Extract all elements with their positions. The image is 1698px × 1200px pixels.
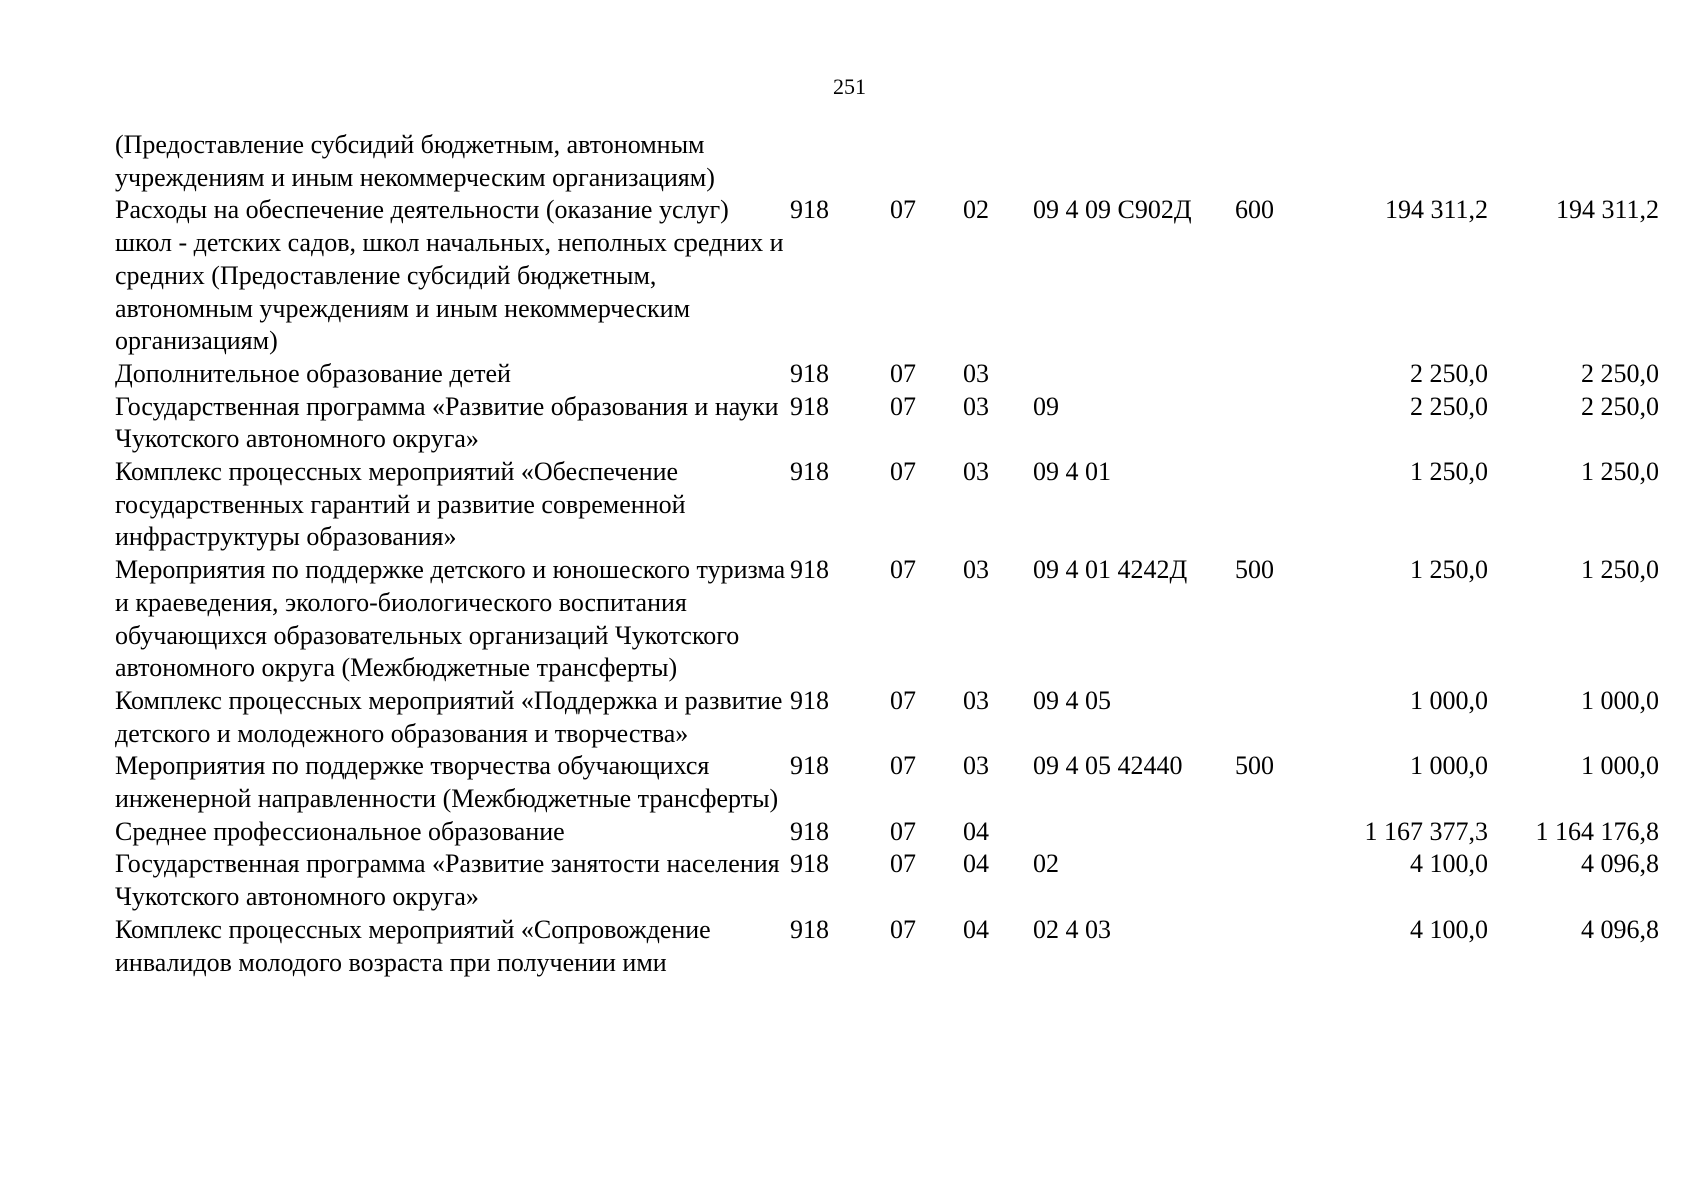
row-rz bbox=[890, 129, 963, 194]
row-sum2: 1 250,0 bbox=[1581, 457, 1659, 487]
row-name: Комплекс процессных мероприятий «Обеспечение государственных гарантий и развитие современной инфраструктуры образования» bbox=[115, 457, 686, 552]
page-number-text: 251 bbox=[833, 74, 866, 99]
row-pr: 03 bbox=[963, 391, 989, 421]
row-name: (Предоставление субсидий бюджетным, автономным учреждениям и иным некоммерческим организациям) bbox=[115, 130, 715, 192]
row-sum2: 1 164 176,8 bbox=[1535, 816, 1659, 846]
row-ved bbox=[790, 129, 890, 194]
row-csr bbox=[1033, 816, 1235, 849]
row-ved: 918 bbox=[790, 685, 829, 715]
row-vr: 500 bbox=[1235, 555, 1274, 585]
row-name: Среднее профессиональное образование bbox=[115, 816, 565, 846]
row-rz: 07 bbox=[890, 914, 916, 944]
row-pr: 03 bbox=[963, 751, 989, 781]
row-sum1: 1 167 377,3 bbox=[1364, 816, 1488, 846]
table-row bbox=[115, 194, 1659, 358]
row-vr bbox=[1235, 816, 1325, 849]
row-vr bbox=[1235, 914, 1325, 979]
row-sum1: 2 250,0 bbox=[1410, 391, 1488, 421]
row-sum1: 1 250,0 bbox=[1410, 457, 1488, 487]
table-row bbox=[115, 391, 1659, 456]
row-sum1 bbox=[1325, 129, 1488, 194]
budget-table bbox=[115, 129, 1659, 979]
row-pr: 04 bbox=[963, 849, 989, 879]
row-vr bbox=[1235, 391, 1325, 456]
row-csr bbox=[1033, 358, 1235, 391]
row-rz: 07 bbox=[890, 391, 916, 421]
row-vr bbox=[1235, 129, 1325, 194]
table-row bbox=[115, 816, 1659, 849]
row-ved: 918 bbox=[790, 816, 829, 846]
row-name: Мероприятия по поддержке творчества обучающихся инженерной направленности (Межбюджетные трансферты) bbox=[115, 751, 779, 814]
row-sum1: 2 250,0 bbox=[1410, 358, 1488, 388]
row-sum2: 2 250,0 bbox=[1581, 358, 1659, 388]
row-rz: 07 bbox=[890, 555, 916, 585]
row-sum2: 1 000,0 bbox=[1581, 751, 1659, 781]
row-pr: 04 bbox=[963, 914, 989, 944]
row-ved: 918 bbox=[790, 751, 829, 781]
row-name: Государственная программа «Развитие образования и науки Чукотского автономного округа» bbox=[115, 391, 779, 454]
table-row bbox=[115, 848, 1659, 913]
row-sum1: 4 100,0 bbox=[1410, 914, 1488, 944]
row-ved: 918 bbox=[790, 555, 829, 585]
row-ved: 918 bbox=[790, 358, 829, 388]
row-csr: 09 4 01 4242Д bbox=[1033, 555, 1188, 585]
row-rz: 07 bbox=[890, 358, 916, 388]
row-rz: 07 bbox=[890, 751, 916, 781]
row-rz: 07 bbox=[890, 685, 916, 715]
row-rz: 07 bbox=[890, 816, 916, 846]
row-sum1: 194 311,2 bbox=[1384, 195, 1488, 225]
row-sum1: 4 100,0 bbox=[1410, 849, 1488, 879]
budget-table-body bbox=[115, 129, 1659, 979]
row-pr: 04 bbox=[963, 816, 989, 846]
row-pr: 03 bbox=[963, 685, 989, 715]
row-rz: 07 bbox=[890, 849, 916, 879]
row-vr: 600 bbox=[1235, 195, 1274, 225]
row-sum2: 1 000,0 bbox=[1581, 685, 1659, 715]
row-vr bbox=[1235, 848, 1325, 913]
row-csr: 02 bbox=[1033, 849, 1059, 879]
row-sum1: 1 000,0 bbox=[1410, 685, 1488, 715]
table-row bbox=[115, 456, 1659, 554]
table-row bbox=[115, 554, 1659, 685]
row-name: Расходы на обеспечение деятельности (оказание услуг) школ - детских садов, школ начальных, неполных средних и средних (Предоставление субсидий бюджетным, автономным учреждениям и иным некоммерческим организациям) bbox=[115, 195, 784, 356]
row-name: Мероприятия по поддержке детского и юношеского туризма и краеведения, эколого-биологического воспитания обучающихся образовательных организаций Чукотского автономного округа (Межбюджетные трансферты) bbox=[115, 555, 786, 683]
row-ved: 918 bbox=[790, 457, 829, 487]
row-csr bbox=[1033, 129, 1235, 194]
row-name: Комплекс процессных мероприятий «Сопровождение инвалидов молодого возраста при получении ими bbox=[115, 914, 711, 977]
row-sum1: 1 000,0 bbox=[1410, 751, 1488, 781]
row-vr: 500 bbox=[1235, 751, 1274, 781]
table-row bbox=[115, 685, 1659, 750]
row-sum2 bbox=[1488, 129, 1659, 194]
row-sum2: 4 096,8 bbox=[1581, 849, 1659, 879]
row-name: Комплекс процессных мероприятий «Поддержка и развитие детского и молодежного образования и творчества» bbox=[115, 685, 783, 748]
row-name: Дополнительное образование детей bbox=[115, 358, 511, 388]
row-csr: 09 bbox=[1033, 391, 1059, 421]
row-sum2: 194 311,2 bbox=[1555, 195, 1659, 225]
row-pr: 02 bbox=[963, 195, 989, 225]
table-row bbox=[115, 358, 1659, 391]
row-sum1: 1 250,0 bbox=[1410, 555, 1488, 585]
row-csr: 09 4 01 bbox=[1033, 457, 1111, 487]
row-rz: 07 bbox=[890, 195, 916, 225]
row-csr: 09 4 09 С902Д bbox=[1033, 195, 1192, 225]
row-rz: 07 bbox=[890, 457, 916, 487]
row-vr bbox=[1235, 456, 1325, 554]
row-ved: 918 bbox=[790, 391, 829, 421]
row-sum2: 4 096,8 bbox=[1581, 914, 1659, 944]
row-csr: 09 4 05 bbox=[1033, 685, 1111, 715]
row-name: Государственная программа «Развитие занятости населения Чукотского автономного округа» bbox=[115, 849, 780, 912]
row-vr bbox=[1235, 358, 1325, 391]
table-row bbox=[115, 914, 1659, 979]
table-row bbox=[115, 750, 1659, 815]
row-ved: 918 bbox=[790, 195, 829, 225]
row-pr: 03 bbox=[963, 555, 989, 585]
row-ved: 918 bbox=[790, 849, 829, 879]
row-csr: 02 4 03 bbox=[1033, 914, 1111, 944]
row-sum2: 2 250,0 bbox=[1581, 391, 1659, 421]
row-pr: 03 bbox=[963, 457, 989, 487]
row-vr bbox=[1235, 685, 1325, 750]
row-pr bbox=[963, 129, 1033, 194]
row-sum2: 1 250,0 bbox=[1581, 555, 1659, 585]
table-row bbox=[115, 129, 1659, 194]
row-csr: 09 4 05 42440 bbox=[1033, 751, 1183, 781]
row-ved: 918 bbox=[790, 914, 829, 944]
row-pr: 03 bbox=[963, 358, 989, 388]
